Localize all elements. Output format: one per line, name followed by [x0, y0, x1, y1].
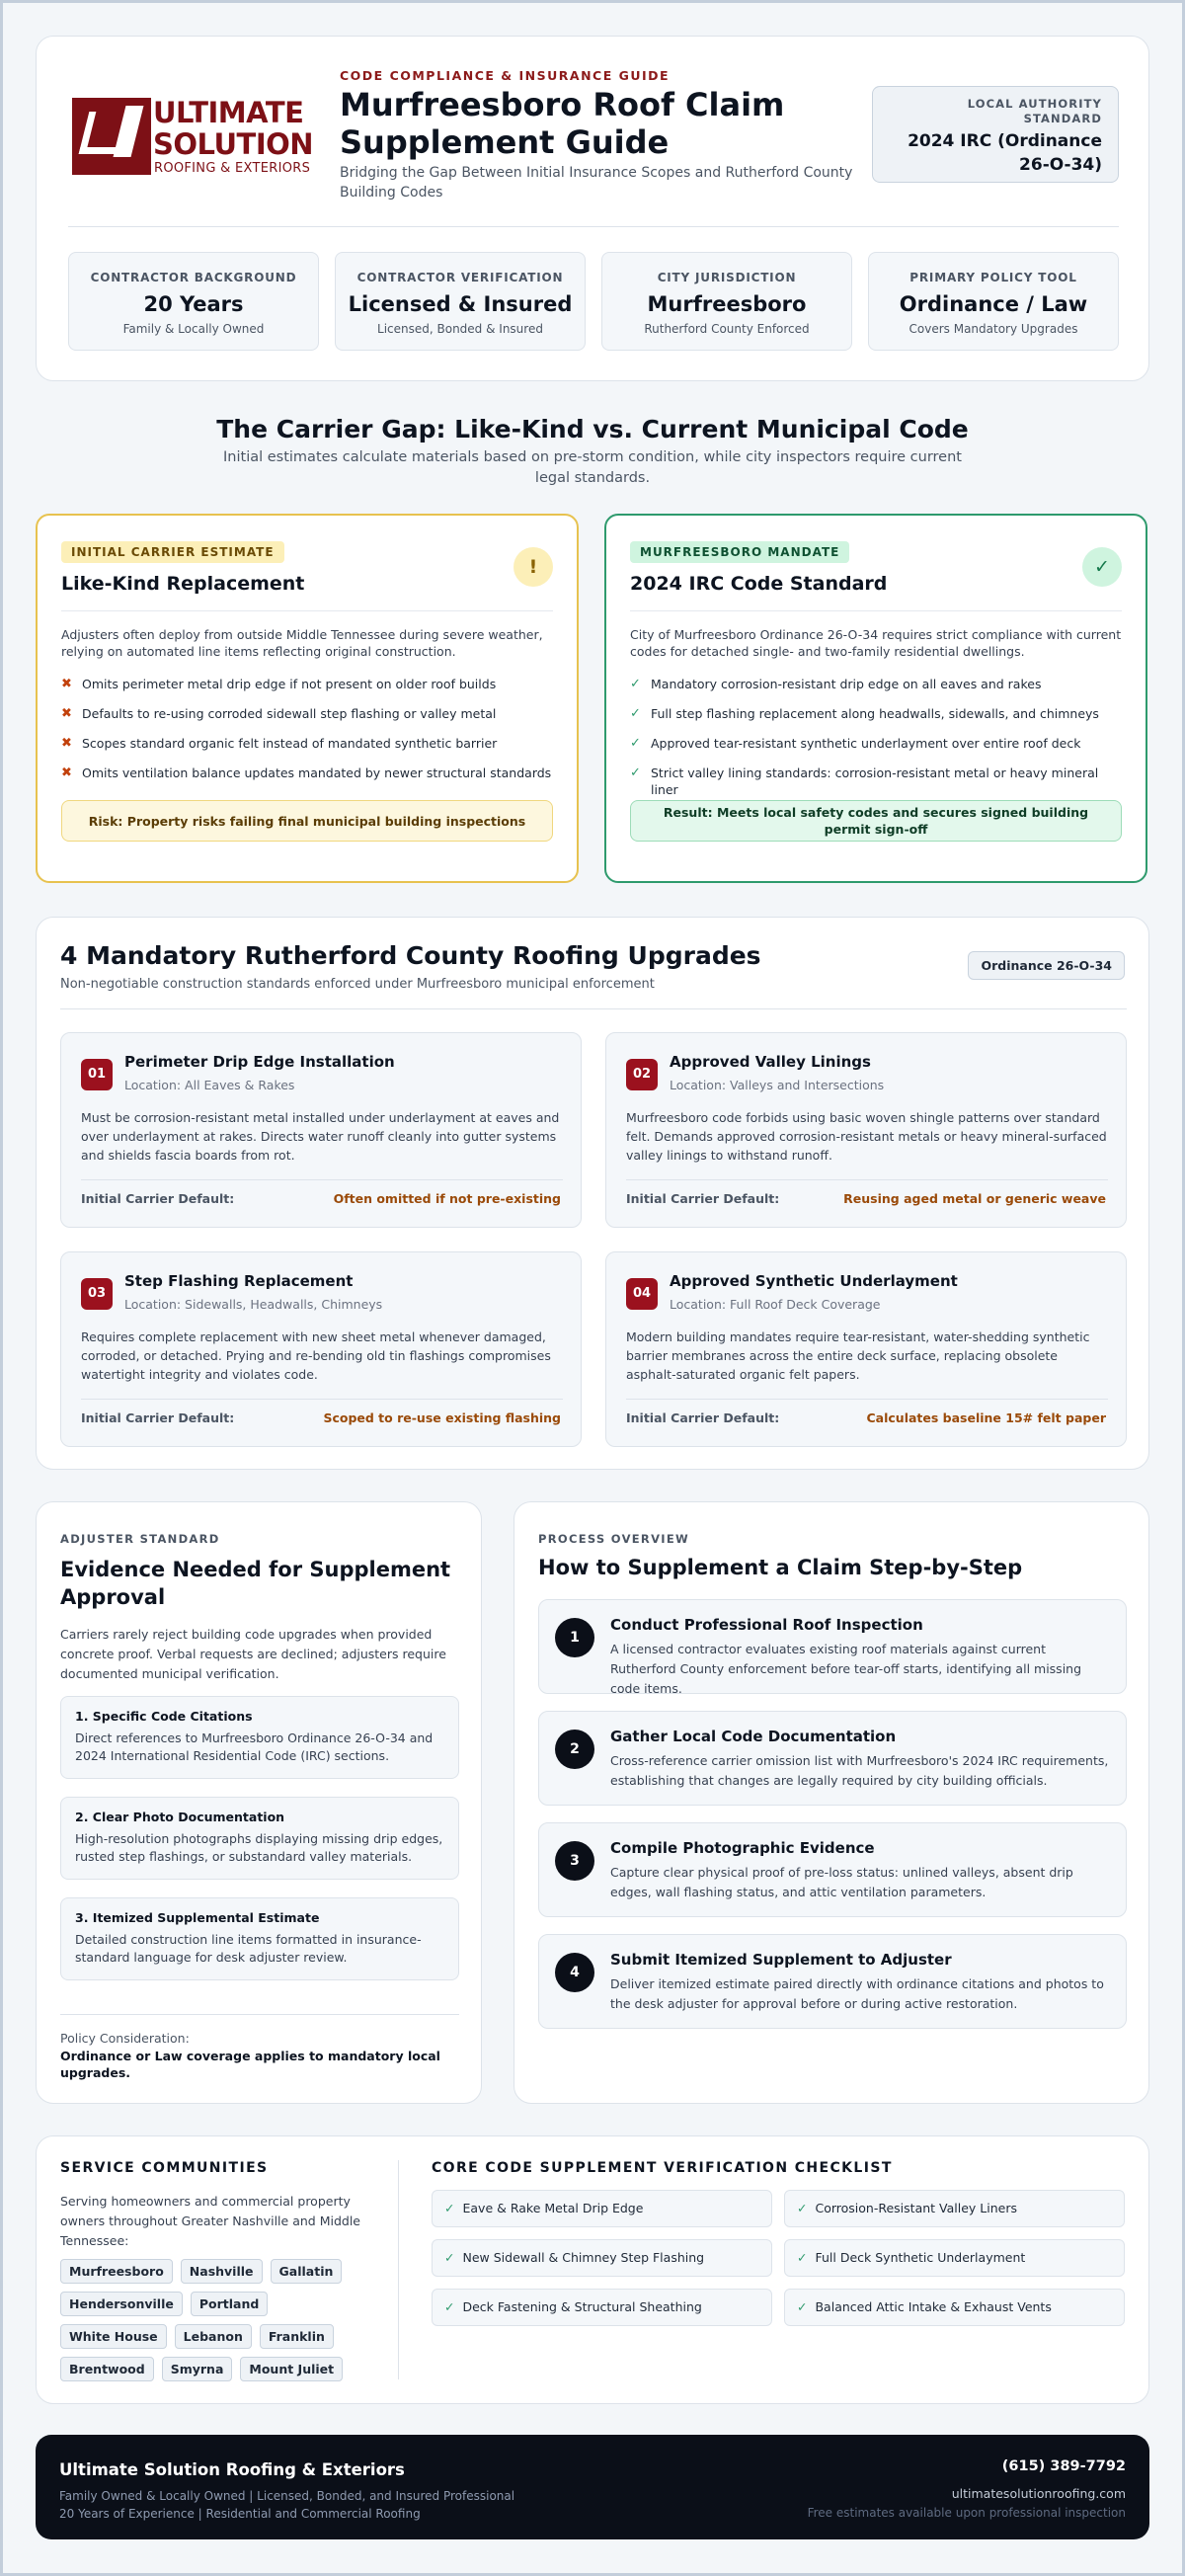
ordinance-badge: Ordinance 26-O-34	[968, 951, 1125, 980]
default-label: Initial Carrier Default:	[626, 1191, 780, 1206]
header-eyebrow: CODE COMPLIANCE & INSURANCE GUIDE	[340, 68, 671, 83]
upgrades-section	[36, 917, 1149, 1470]
community-chip: Lebanon	[175, 2324, 252, 2349]
checklist-item-label: Corrosion-Resistant Valley Liners	[815, 2201, 1017, 2215]
mandate-description: City of Murfreesboro Ordinance 26-O-34 requires strict compliance with current codes for detached single- and two-family residential dwellings.	[630, 627, 1122, 659]
upgrade-number: 01	[81, 1059, 113, 1090]
community-chip: Mount Juliet	[240, 2357, 343, 2381]
communities-title: SERVICE COMMUNITIES	[60, 2160, 269, 2176]
upgrade-location: Location: All Eaves & Rakes	[124, 1078, 295, 1092]
check-icon: ✓	[630, 765, 641, 780]
evidence-intro: Carriers rarely reject building code upgrades when provided concrete proof. Verbal requests are declined; adjusters require documented municipal verification.	[60, 1627, 446, 1681]
stat-value: Ordinance / Law	[899, 292, 1088, 316]
step-number: 2	[555, 1730, 594, 1769]
checklist-item	[784, 2289, 1125, 2326]
stat-label: CONTRACTOR VERIFICATION	[356, 271, 564, 284]
carrier-title: Like-Kind Replacement	[61, 573, 305, 595]
default-label: Initial Carrier Default:	[81, 1410, 235, 1425]
upgrade-title: Approved Valley Linings	[670, 1053, 871, 1071]
upgrade-location: Location: Full Roof Deck Coverage	[670, 1297, 881, 1312]
checklist-item	[432, 2289, 772, 2326]
list-item	[630, 676, 1122, 705]
evidence-item-title: 1. Specific Code Citations	[75, 1709, 253, 1724]
stat-label: CITY JURISDICTION	[657, 271, 797, 284]
page-title: Murfreesboro Roof Claim Supplement Guide	[340, 86, 785, 161]
upgrade-description: Murfreesboro code forbids using basic woven shingle patterns over standard felt. Demands approved corrosion-resistant metals or heavy mineral-surfaced valley linings to withstand runoff.	[626, 1110, 1107, 1163]
standard-value: 2024 IRC (Ordinance 26-O-34)	[908, 131, 1102, 175]
evidence-section	[36, 1501, 482, 2104]
checklist-item-label: New Sidewall & Chimney Step Flashing	[462, 2250, 705, 2265]
list-item-text: Defaults to re-using corroded sidewall step flashing or valley metal	[82, 706, 497, 721]
carrier-omission-list	[61, 676, 553, 794]
list-item-text: Full step flashing replacement along headwalls, sidewalls, and chimneys	[651, 706, 1099, 721]
list-item-text: Omits ventilation balance updates mandated by newer structural standards	[82, 765, 552, 780]
policy-label: Policy Consideration:	[60, 2031, 190, 2046]
check-icon: ✓	[444, 2201, 455, 2215]
stat-sub: Licensed, Bonded & Insured	[377, 322, 543, 336]
footer-phone-link[interactable]: (615) 389-7792	[1001, 2458, 1126, 2474]
community-chip: Murfreesboro	[60, 2259, 173, 2284]
process-step	[538, 1599, 1127, 1694]
checklist-item	[784, 2239, 1125, 2277]
community-chip-list	[60, 2259, 376, 2381]
list-item-text: Omits perimeter metal drip edge if not present on older roof builds	[82, 677, 497, 691]
upgrade-title: Approved Synthetic Underlayment	[670, 1272, 958, 1290]
list-item	[61, 676, 553, 705]
footer	[36, 2435, 1149, 2539]
card-divider	[626, 1399, 1108, 1400]
risk-callout: Risk: Property risks failing final municipal building inspections	[61, 800, 553, 842]
check-icon: ✓	[1082, 547, 1122, 587]
mandate-title: 2024 IRC Code Standard	[630, 573, 888, 595]
community-chip: Hendersonville	[60, 2292, 183, 2316]
upgrade-number: 02	[626, 1059, 658, 1090]
logo-mark-icon	[72, 98, 151, 175]
step-title: Compile Photographic Evidence	[610, 1839, 875, 1857]
logo-line-1: ULTIMATE	[153, 96, 304, 129]
community-chip: Brentwood	[60, 2357, 154, 2381]
stat-value: Licensed & Insured	[348, 292, 573, 316]
stat-sub: Covers Mandatory Upgrades	[908, 322, 1078, 336]
header-card	[36, 36, 1149, 381]
stat-label: PRIMARY POLICY TOOL	[909, 271, 1077, 284]
community-chip: Nashville	[181, 2259, 263, 2284]
upgrade-title: Step Flashing Replacement	[124, 1272, 354, 1290]
stat-value: 20 Years	[143, 292, 244, 316]
upgrade-card	[60, 1032, 582, 1228]
cross-icon: ✖	[61, 765, 72, 780]
checklist-item-label: Balanced Attic Intake & Exhaust Vents	[815, 2299, 1052, 2314]
upgrade-location: Location: Sidewalls, Headwalls, Chimneys	[124, 1297, 383, 1312]
logo-line-2: SOLUTION	[153, 127, 314, 161]
card-divider	[61, 610, 553, 611]
check-icon: ✓	[630, 736, 641, 751]
stat-value: Murfreesboro	[647, 292, 807, 316]
evidence-eyebrow: ADJUSTER STANDARD	[60, 1532, 220, 1546]
local-standard-box	[872, 86, 1119, 183]
checklist-item-label: Deck Fastening & Structural Sheathing	[462, 2299, 702, 2314]
vertical-divider	[398, 2160, 399, 2379]
upgrades-title: 4 Mandatory Rutherford County Roofing Upgrades	[60, 941, 761, 970]
check-icon: ✓	[797, 2250, 808, 2265]
default-value: Reusing aged metal or generic weave	[843, 1191, 1106, 1206]
section-divider	[60, 2014, 459, 2015]
list-item-text: Mandatory corrosion-resistant drip edge on all eaves and rakes	[651, 677, 1042, 691]
upgrade-card	[605, 1032, 1127, 1228]
footer-about-line: 20 Years of Experience | Residential and Commercial Roofing	[59, 2507, 421, 2521]
process-eyebrow: PROCESS OVERVIEW	[538, 1532, 690, 1546]
process-step	[538, 1934, 1127, 2029]
step-number: 1	[555, 1618, 594, 1657]
checklist-item	[432, 2190, 772, 2227]
default-value: Scoped to re-use existing flashing	[323, 1410, 561, 1425]
mandate-requirement-list	[630, 676, 1122, 797]
check-icon: ✓	[797, 2299, 808, 2314]
mandate-tag: MURFREESBORO MANDATE	[630, 541, 849, 563]
card-divider	[81, 1179, 563, 1180]
list-item	[61, 735, 553, 765]
section-divider	[60, 1008, 1127, 1009]
stat-sub: Rutherford County Enforced	[644, 322, 810, 336]
carrier-tag: INITIAL CARRIER ESTIMATE	[61, 541, 284, 563]
card-divider	[81, 1399, 563, 1400]
checklist-item-label: Full Deck Synthetic Underlayment	[815, 2250, 1026, 2265]
list-item-text: Scopes standard organic felt instead of mandated synthetic barrier	[82, 736, 498, 751]
step-description: A licensed contractor evaluates existing roof materials against current Rutherford County enforcement before tear-off starts, identifying all missing code items.	[610, 1642, 1082, 1696]
stat-card	[868, 252, 1119, 351]
header-divider	[68, 226, 1119, 227]
communities-section	[36, 2135, 1149, 2404]
gap-subtitle: Initial estimates calculate materials based on pre-storm condition, while city inspectors require current legal standards.	[223, 449, 962, 486]
community-chip: Gallatin	[271, 2259, 343, 2284]
checklist-item-label: Eave & Rake Metal Drip Edge	[462, 2201, 644, 2215]
upgrade-card	[605, 1251, 1127, 1447]
footer-about	[59, 2487, 514, 2523]
evidence-item	[60, 1897, 459, 1980]
footer-note: Free estimates available upon professional inspection	[807, 2506, 1126, 2520]
community-chip: Portland	[191, 2292, 268, 2316]
footer-website-link[interactable]: ultimatesolutionroofing.com	[951, 2486, 1126, 2501]
check-icon: ✓	[630, 677, 641, 691]
policy-value: Ordinance or Law coverage applies to mandatory local upgrades.	[60, 2049, 440, 2080]
cross-icon: ✖	[61, 736, 72, 751]
check-icon: ✓	[630, 706, 641, 721]
list-item-text: Strict valley lining standards: corrosion-resistant metal or heavy mineral liner	[651, 765, 1099, 797]
footer-about-line: Family Owned & Locally Owned | Licensed, Bonded, and Insured Professional	[59, 2489, 515, 2503]
evidence-item-desc: High-resolution photographs displaying missing drip edges, rusted step flashings, or substandard valley materials.	[75, 1831, 443, 1864]
page-subtitle: Bridging the Gap Between Initial Insurance Scopes and Rutherford County Building Codes	[340, 165, 853, 201]
evidence-item-desc: Detailed construction line items formatted in insurance-standard language for desk adjuster review.	[75, 1932, 422, 1965]
process-step	[538, 1822, 1127, 1917]
step-description: Cross-reference carrier omission list with Murfreesboro's 2024 IRC requirements, establishing that changes are legally required by city building officials.	[610, 1753, 1109, 1788]
step-description: Deliver itemized estimate paired directly with ordinance citations and photos to the desk adjuster for approval before or during active restoration.	[610, 1976, 1104, 2011]
stat-sub: Family & Locally Owned	[122, 322, 265, 336]
community-chip: White House	[60, 2324, 167, 2349]
step-title: Conduct Professional Roof Inspection	[610, 1616, 923, 1634]
upgrade-title: Perimeter Drip Edge Installation	[124, 1053, 395, 1071]
upgrades-subtitle: Non-negotiable construction standards enforced under Murfreesboro municipal enforcement	[60, 977, 655, 992]
list-item	[61, 765, 553, 794]
communities-intro: Serving homeowners and commercial property owners throughout Greater Nashville and Middle Tennessee:	[60, 2194, 360, 2248]
step-description: Capture clear physical proof of pre-loss status: unlined valleys, absent drip edges, wall flashing status, and attic ventilation parameters.	[610, 1865, 1073, 1899]
logo-line-3: ROOFING & EXTERIORS	[154, 161, 311, 176]
card-divider	[626, 1179, 1108, 1180]
footer-company-name: Ultimate Solution Roofing & Exteriors	[59, 2460, 405, 2479]
default-label: Initial Carrier Default:	[626, 1410, 780, 1425]
carrier-description: Adjusters often deploy from outside Middle Tennessee during severe weather, relying on automated line items reflecting original construction.	[61, 627, 543, 659]
evidence-item-title: 3. Itemized Supplemental Estimate	[75, 1910, 320, 1925]
default-label: Initial Carrier Default:	[81, 1191, 235, 1206]
upgrade-description: Modern building mandates require tear-resistant, water-shedding synthetic barrier membranes across the entire deck surface, replacing obsolete asphalt-saturated organic felt papers.	[626, 1329, 1090, 1382]
step-number: 4	[555, 1953, 594, 1992]
stat-card	[68, 252, 319, 351]
list-item	[630, 705, 1122, 735]
process-step	[538, 1711, 1127, 1806]
cross-icon: ✖	[61, 677, 72, 691]
check-icon: ✓	[444, 2250, 455, 2265]
evidence-item-title: 2. Clear Photo Documentation	[75, 1810, 285, 1824]
checklist-title: CORE CODE SUPPLEMENT VERIFICATION CHECKLIST	[432, 2160, 893, 2176]
gap-title: The Carrier Gap: Like-Kind vs. Current Municipal Code	[216, 415, 969, 443]
list-item-text: Approved tear-resistant synthetic underlayment over entire roof deck	[651, 736, 1081, 751]
upgrade-card	[60, 1251, 582, 1447]
process-title: How to Supplement a Claim Step-by-Step	[538, 1556, 1023, 1579]
cross-icon: ✖	[61, 706, 72, 721]
mandate-card	[604, 514, 1147, 883]
checklist-item	[432, 2239, 772, 2277]
step-title: Submit Itemized Supplement to Adjuster	[610, 1951, 952, 1969]
evidence-item	[60, 1696, 459, 1779]
standard-label: LOCAL AUTHORITY STANDARD	[967, 97, 1102, 125]
stat-label: CONTRACTOR BACKGROUND	[90, 271, 297, 284]
evidence-item	[60, 1797, 459, 1880]
result-callout: Result: Meets local safety codes and secures signed building permit sign-off	[630, 800, 1122, 842]
upgrade-location: Location: Valleys and Intersections	[670, 1078, 885, 1092]
stat-card	[601, 252, 852, 351]
upgrade-description: Requires complete replacement with new sheet metal whenever damaged, corroded, or detached. Prying and re-bending old tin flashings compromises watertight integrity and violates code.	[81, 1329, 551, 1382]
company-logo[interactable]	[72, 98, 319, 177]
list-item	[61, 705, 553, 735]
community-chip: Smyrna	[162, 2357, 233, 2381]
step-title: Gather Local Code Documentation	[610, 1728, 897, 1745]
warning-icon: !	[514, 547, 553, 587]
check-icon: ✓	[797, 2201, 808, 2215]
card-divider	[630, 610, 1122, 611]
step-number: 3	[555, 1841, 594, 1881]
list-item	[630, 765, 1122, 797]
stat-card	[335, 252, 586, 351]
community-chip: Franklin	[260, 2324, 334, 2349]
default-value: Calculates baseline 15# felt paper	[866, 1410, 1106, 1425]
upgrade-number: 04	[626, 1278, 658, 1310]
evidence-item-desc: Direct references to Murfreesboro Ordinance 26-O-34 and 2024 International Residential Code (IRC) sections.	[75, 1731, 434, 1763]
upgrade-number: 03	[81, 1278, 113, 1310]
upgrade-description: Must be corrosion-resistant metal installed under underlayment at eaves and over underlayment at rakes. Directs water runoff cleanly into gutter systems and shields fascia boards from rot.	[81, 1110, 560, 1163]
default-value: Often omitted if not pre-existing	[333, 1191, 561, 1206]
list-item	[630, 735, 1122, 765]
carrier-estimate-card	[36, 514, 579, 883]
evidence-title: Evidence Needed for Supplement Approval	[60, 1558, 451, 1609]
process-section	[514, 1501, 1149, 2104]
check-icon: ✓	[444, 2299, 455, 2314]
checklist-item	[784, 2190, 1125, 2227]
